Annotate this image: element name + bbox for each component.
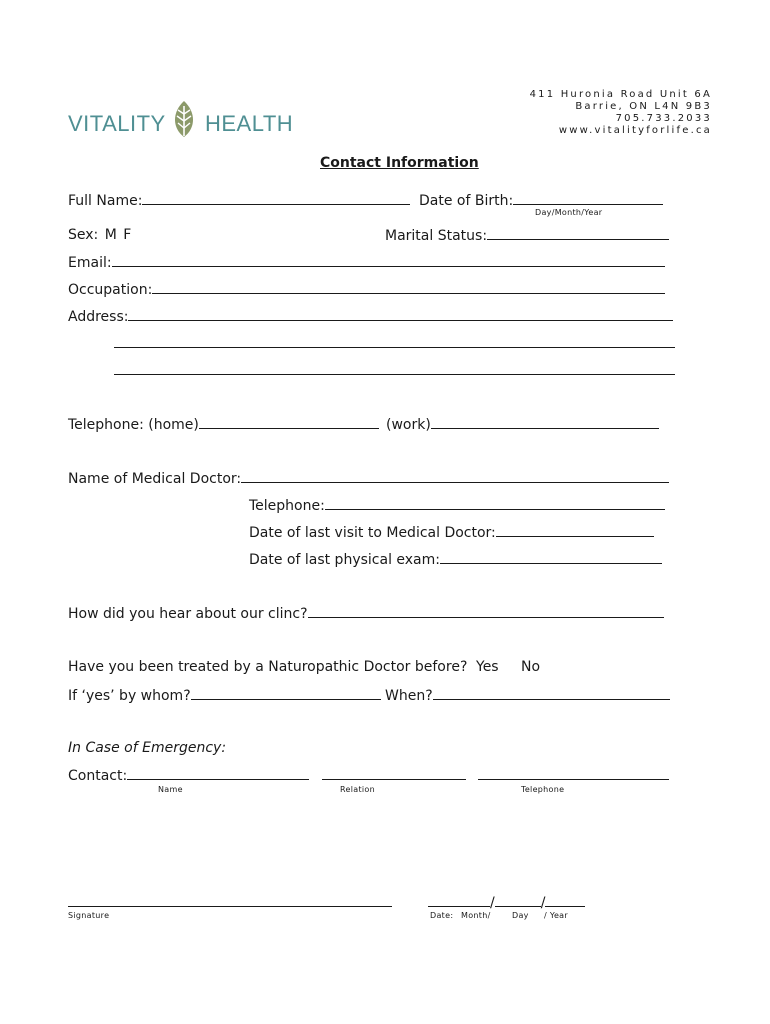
email-field[interactable] <box>112 253 665 267</box>
full-name-field[interactable] <box>142 191 410 205</box>
date-caption: Date: <box>430 911 454 920</box>
naturopath-question: Have you been treated by a Naturopathic Doctor before? <box>68 659 468 675</box>
if-yes-row <box>68 686 381 705</box>
name-caption: Name <box>158 785 183 794</box>
telephone-work-field[interactable] <box>431 415 659 429</box>
signature-field[interactable] <box>68 893 392 907</box>
heard-about-field[interactable] <box>308 604 664 618</box>
telephone-home-label: Telephone: (home) <box>68 417 199 433</box>
page-title: Contact Information <box>320 155 479 171</box>
emergency-heading: In Case of Emergency: <box>68 740 227 756</box>
address-field-line-1[interactable] <box>128 307 673 321</box>
address-row <box>68 307 673 326</box>
occupation-label: Occupation: <box>68 282 153 298</box>
relation-caption: Relation <box>340 785 375 794</box>
month-caption: Month/ <box>461 911 491 920</box>
emergency-telephone-field[interactable] <box>478 766 669 780</box>
day-caption: Day <box>512 911 529 920</box>
last-visit-field[interactable] <box>496 523 654 537</box>
medical-doctor-label: Name of Medical Doctor: <box>68 471 242 487</box>
heard-about-row <box>68 604 664 623</box>
telephone-caption: Telephone <box>521 785 565 794</box>
dob-hint: Day/Month/Year <box>535 208 603 217</box>
date-year-field[interactable] <box>545 893 585 907</box>
dob-field[interactable] <box>513 191 663 205</box>
telephone-work-label: (work) <box>386 417 431 433</box>
medical-doctor-row <box>68 469 669 488</box>
year-caption: / Year <box>544 911 568 920</box>
emergency-relation-field[interactable] <box>322 766 466 780</box>
address-label: Address: <box>68 309 129 325</box>
telephone-work-row <box>386 415 659 434</box>
email-row <box>68 253 665 272</box>
signature-caption: Signature <box>68 911 110 920</box>
last-visit-label: Date of last visit to Medical Doctor: <box>249 525 496 541</box>
email-label: Email: <box>68 255 112 271</box>
medical-doctor-field[interactable] <box>241 469 669 483</box>
doctor-telephone-row <box>249 496 665 515</box>
last-physical-field[interactable] <box>440 550 662 564</box>
emergency-contact-row <box>68 766 309 785</box>
address-field-line-2[interactable] <box>114 334 675 348</box>
full-name-row <box>68 191 410 210</box>
leaf-logo-icon <box>170 100 198 138</box>
last-physical-row <box>249 550 662 569</box>
emergency-name-field[interactable] <box>127 766 309 780</box>
date-month-field[interactable] <box>428 893 490 907</box>
last-visit-row <box>249 523 654 542</box>
date-slash-2: / <box>540 895 546 911</box>
when-row <box>385 686 670 705</box>
address-line-2: Barrie, ON L4N 9B3 <box>575 101 712 112</box>
occupation-field[interactable] <box>152 280 665 294</box>
logo-text-health: HEALTH <box>205 111 294 136</box>
doctor-telephone-label: Telephone: <box>249 498 325 514</box>
contact-label: Contact: <box>68 768 128 784</box>
clinic-website: www.vitalityforlife.ca <box>558 125 712 136</box>
heard-about-label: How did you hear about our clinc? <box>68 606 308 622</box>
last-physical-label: Date of last physical exam: <box>249 552 440 568</box>
clinic-phone: 705.733.2033 <box>615 113 712 124</box>
full-name-label: Full Name: <box>68 193 143 209</box>
marital-status-label: Marital Status: <box>385 228 488 244</box>
date-field-row <box>428 893 585 912</box>
sex-options[interactable]: Sex: M F <box>68 227 132 243</box>
logo-text-vitality: VITALITY <box>68 111 166 136</box>
telephone-home-row <box>68 415 379 434</box>
yes-option[interactable]: Yes <box>476 659 499 675</box>
when-field[interactable] <box>433 686 670 700</box>
address-line-1: 411 Huronia Road Unit 6A <box>529 89 712 100</box>
if-yes-label: If ‘yes’ by whom? <box>68 688 191 704</box>
dob-label: Date of Birth: <box>419 193 514 209</box>
telephone-home-field[interactable] <box>199 415 379 429</box>
doctor-telephone-field[interactable] <box>325 496 665 510</box>
date-slash-1: / <box>490 895 495 911</box>
marital-status-field[interactable] <box>487 226 669 240</box>
no-option[interactable]: No <box>521 659 541 675</box>
marital-row <box>385 226 669 245</box>
occupation-row <box>68 280 665 299</box>
address-field-line-3[interactable] <box>114 361 675 375</box>
date-day-field[interactable] <box>495 893 541 907</box>
if-yes-field[interactable] <box>191 686 381 700</box>
when-label: When? <box>385 688 433 704</box>
